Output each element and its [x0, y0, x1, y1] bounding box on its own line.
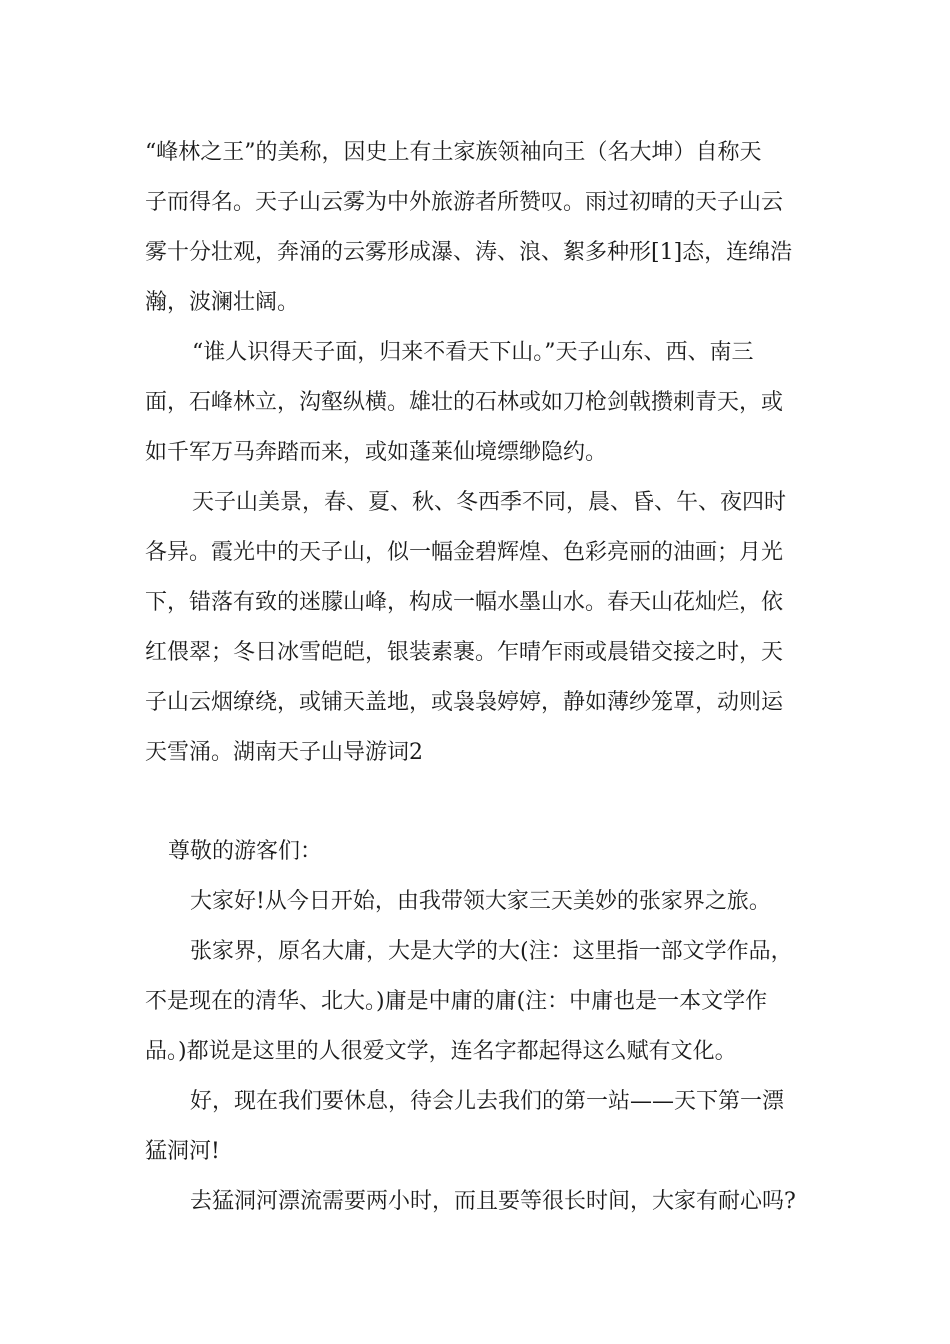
text-line: “谁人识得天子面，归来不看天下山。”天子山东、西、南三 [192, 340, 754, 365]
text-line: 下，错落有致的迷朦山峰，构成一幅水墨山水。春天山花灿烂，依 [145, 590, 784, 615]
text-line: 子而得名。天子山云雾为中外旅游者所赞叹。雨过初晴的天子山云 [145, 190, 784, 215]
text-line: 不是现在的清华、北大。)庸是中庸的庸(注：中庸也是一本文学作 [145, 989, 768, 1014]
text-line: “峰林之王”的美称，因史上有土家族领袖向王（名大坤）自称天 [145, 140, 762, 165]
text-line: 去猛洞河漂流需要两小时，而且要等很长时间，大家有耐心吗? [190, 1189, 796, 1214]
text-line: 雾十分壮观，奔涌的云雾形成瀑、涛、浪、絮多种形[1]态，连绵浩 [145, 240, 793, 265]
text-line: 瀚，波澜壮阔。 [145, 290, 300, 315]
text-line: 如千军万马奔踏而来，或如蓬莱仙境缥缈隐约。 [145, 440, 608, 465]
text-line: 尊敬的游客们： [168, 839, 323, 864]
text-line: 子山云烟缭绕，或铺天盖地，或袅袅婷婷，静如薄纱笼罩，动则运 [145, 690, 784, 715]
text-line: 好，现在我们要休息，待会儿去我们的第一站——天下第一漂 [190, 1089, 785, 1114]
text-line: 红偎翠；冬日冰雪皑皑，银装素裹。乍晴乍雨或晨错交接之时，天 [145, 640, 784, 665]
text-line: 天子山美景，春、夏、秋、冬西季不同，晨、昏、午、夜四时 [192, 490, 787, 515]
text-line: 各异。霞光中的天子山，似一幅金碧辉煌、色彩亮丽的油画；月光 [145, 540, 784, 565]
text-line: 面，石峰林立，沟壑纵横。雄壮的石林或如刀枪剑戟攒刺青天，或 [145, 390, 784, 415]
text-line: 天雪涌。湖南天子山导游词2 [145, 740, 423, 765]
text-line: 猛洞河! [145, 1139, 220, 1164]
text-line: 大家好!从今日开始，由我带领大家三天美妙的张家界之旅。 [190, 889, 771, 914]
text-line: 品。)都说是这里的人很爱文学，连名字都起得这么赋有文化。 [145, 1039, 737, 1064]
text-line: 张家界，原名大庸，大是大学的大(注：这里指一部文学作品， [190, 939, 793, 964]
